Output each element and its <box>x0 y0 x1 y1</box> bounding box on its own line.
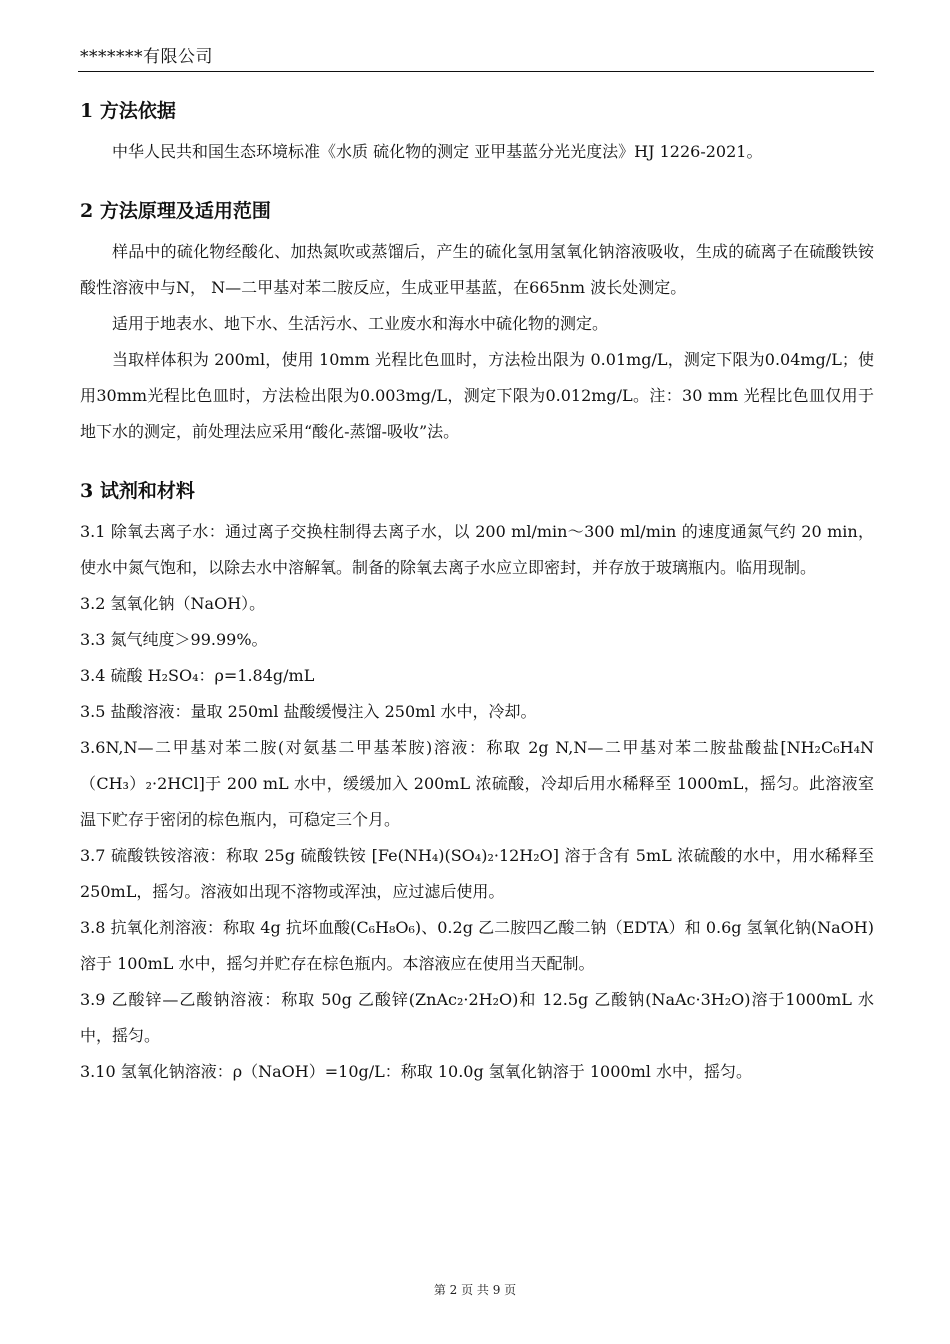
item-3-4: 3.4 硫酸 H₂SO₄：ρ=1.84g/mL <box>80 666 315 685</box>
item-3-5: 3.5 盐酸溶液：量取 250ml 盐酸缓慢注入 250ml 水中，冷却。 <box>80 702 537 721</box>
item-3-8: 3.8 抗氧化剂溶液：称取 4g 抗坏血酸(C₆H₈O₆)、0.2g 乙二胺四乙酸二钠（EDTA）和 0.6g 氢氧化钠(NaOH)溶于 100mL 水中，摇匀并贮存在棕色瓶内。本溶液应在使用当天配制。 <box>80 918 874 973</box>
item-3-10: 3.10 氢氧化钠溶液：ρ（NaOH）=10g/L：称取 10.0g 氢氧化钠溶于 1000ml 水中，摇匀。 <box>80 1062 752 1081</box>
item-3-2: 3.2 氢氧化钠（NaOH）。 <box>80 594 266 613</box>
section-3-title: 3 试剂和材料 <box>80 480 195 502</box>
page-number: 第 2 页 共 9 页 <box>433 1283 517 1297</box>
item-3-1: 3.1 除氧去离子水：通过离子交换柱制得去离子水，以 200 ml/min～300 ml/min 的速度通氮气约 20 min，使水中氮气饱和，以除去水中溶解氧。制备的除氧去离子水应立即密封，并存放于玻璃瓶内。临用现制。 <box>80 522 874 577</box>
section-2-title: 2 方法原理及适用范围 <box>80 200 271 222</box>
page-header: *******有限公司 <box>80 47 213 67</box>
header-divider <box>78 71 874 72</box>
section-2-paragraph-3: 当取样体积为 200ml，使用 10mm 光程比色皿时，方法检出限为 0.01mg/L，测定下限为0.04mg/L；使用30mm光程比色皿时，方法检出限为0.003mg/L，测定下限为0.012mg/L。注：30 mm 光程比色皿仅用于地下水的测定，前处理法应采用“酸化-蒸馏-吸收”法。 <box>80 350 874 441</box>
section-1-paragraph: 中华人民共和国生态环境标准《水质 硫化物的测定 亚甲基蓝分光光度法》HJ 1226-2021。 <box>112 142 763 161</box>
item-3-3: 3.3 氮气纯度＞99.99%。 <box>80 630 268 649</box>
section-2-paragraph-1: 样品中的硫化物经酸化、加热氮吹或蒸馏后，产生的硫化氢用氢氧化钠溶液吸收，生成的硫离子在硫酸铁铵酸性溶液中与N， N—二甲基对苯二胺反应，生成亚甲基蓝，在665nm 波长处测定。 <box>80 242 874 297</box>
item-3-9: 3.9 乙酸锌—乙酸钠溶液：称取 50g 乙酸锌(ZnAc₂·2H₂O)和 12.5g 乙酸钠(NaAc·3H₂O)溶于1000mL 水中，摇匀。 <box>80 990 874 1045</box>
section-1-title: 1 方法依据 <box>80 100 176 122</box>
item-3-6: 3.6N,N—二甲基对苯二胺(对氨基二甲基苯胺)溶液：称取 2g N,N—二甲基对苯二胺盐酸盐[NH₂C₆H₄N（CH₃）₂·2HCl]于 200 mL 水中，缓缓加入 200mL 浓硫酸，冷却后用水稀释至 1000mL，摇匀。此溶液室温下贮存于密闭的棕色瓶内，可稳定三个月。 <box>80 738 874 829</box>
item-3-7: 3.7 硫酸铁铵溶液：称取 25g 硫酸铁铵 [Fe(NH₄)(SO₄)₂·12H₂O] 溶于含有 5mL 浓硫酸的水中，用水稀释至 250mL，摇匀。溶液如出现不溶物或浑浊，应过滤后使用。 <box>80 846 874 901</box>
document-body <box>80 88 874 1090</box>
section-2-paragraph-2: 适用于地表水、地下水、生活污水、工业废水和海水中硫化物的测定。 <box>112 314 609 333</box>
